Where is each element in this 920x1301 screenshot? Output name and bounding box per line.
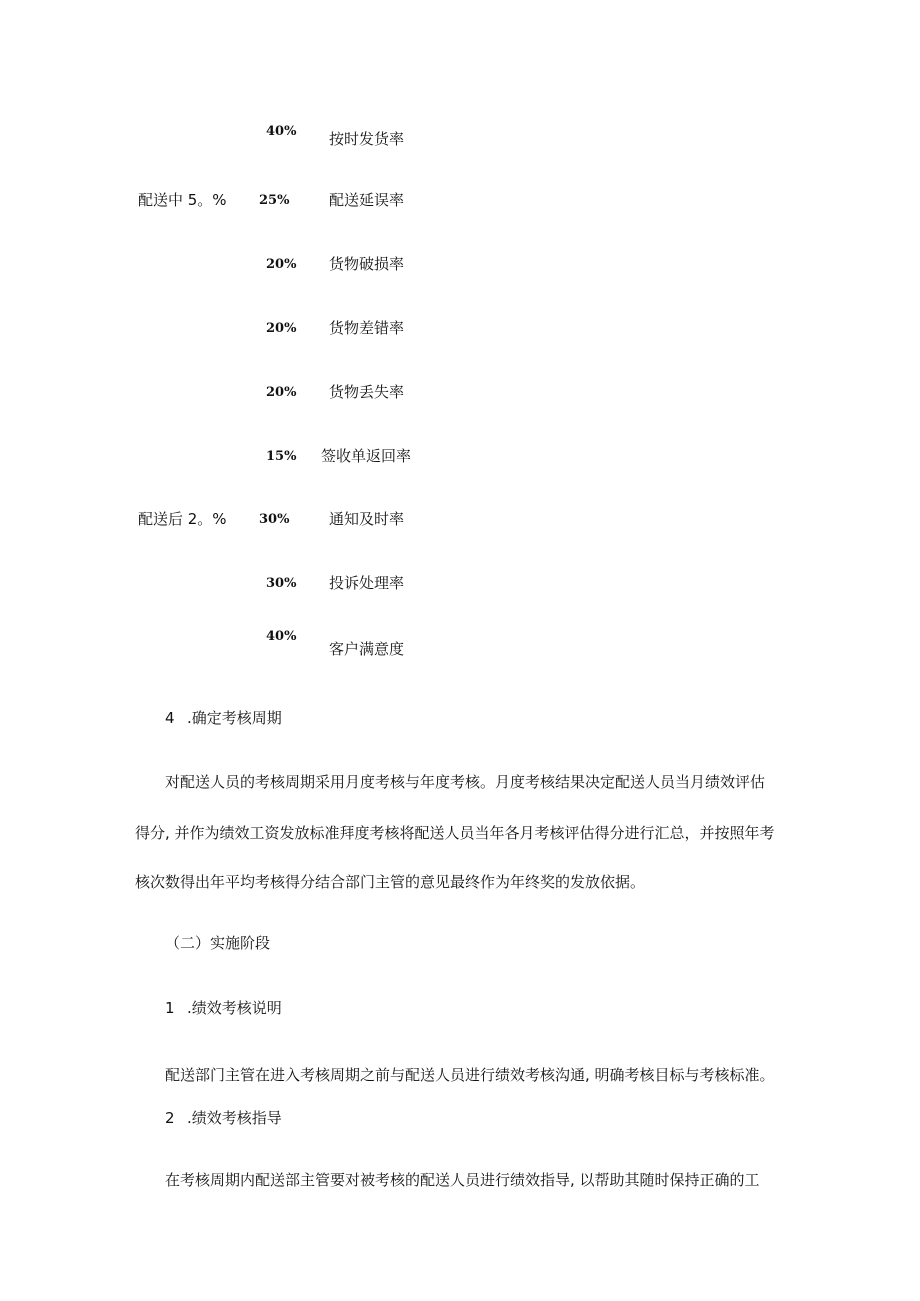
paragraph-line: 核次数得出年平均考核得分结合部门主管的意见最终作为年终奖的发放依据。 — [135, 873, 646, 891]
indicator-label: 通知及时率 — [329, 510, 405, 528]
weight-value: 40% — [266, 124, 297, 139]
indicator-label: 签收单返回率 — [321, 447, 412, 465]
weight-value: 40% — [266, 629, 297, 644]
heading-text: .绩效考核说明 — [187, 999, 282, 1017]
weight-value: 25% — [259, 193, 290, 208]
weight-value: 30% — [266, 576, 297, 591]
paragraph-line: 得分, 并作为绩效工资发放标准拜度考核将配送人员当年各月考核评估得分进行汇总，并按照年考 — [135, 824, 775, 842]
weight-value: 20% — [266, 257, 297, 272]
group-label: 配送中 5。% — [138, 191, 227, 209]
paragraph-line: 在考核周期内配送部主管要对被考核的配送人员进行绩效指导, 以帮助其随时保持正确的工 — [165, 1171, 760, 1189]
group-label: 配送后 2。% — [138, 510, 227, 528]
indicator-label: 货物丢失率 — [329, 383, 405, 401]
phase-heading: （二）实施阶段 — [165, 934, 271, 952]
weight-value: 30% — [259, 512, 290, 527]
indicator-label: 货物差错率 — [329, 319, 405, 337]
weight-value: 15% — [266, 449, 297, 464]
weight-value: 20% — [266, 321, 297, 336]
paragraph-line: 对配送人员的考核周期采用月度考核与年度考核。月度考核结果决定配送人员当月绩效评估 — [165, 773, 766, 791]
indicator-label: 配送延误率 — [329, 191, 405, 209]
heading-text: .确定考核周期 — [187, 709, 282, 727]
heading-text: .绩效考核指导 — [187, 1109, 282, 1127]
paragraph-line: 配送部门主管在进入考核周期之前与配送人员进行绩效考核沟通, 明确考核目标与考核标准。 — [165, 1066, 775, 1084]
heading-number: 1 — [165, 999, 175, 1017]
indicator-label: 客户满意度 — [329, 640, 405, 658]
indicator-label: 按时发货率 — [329, 130, 405, 148]
indicator-label: 货物破损率 — [329, 255, 405, 273]
heading-number: 4 — [165, 709, 175, 727]
indicator-label: 投诉处理率 — [329, 574, 405, 592]
heading-number: 2 — [165, 1109, 175, 1127]
weight-value: 20% — [266, 385, 297, 400]
